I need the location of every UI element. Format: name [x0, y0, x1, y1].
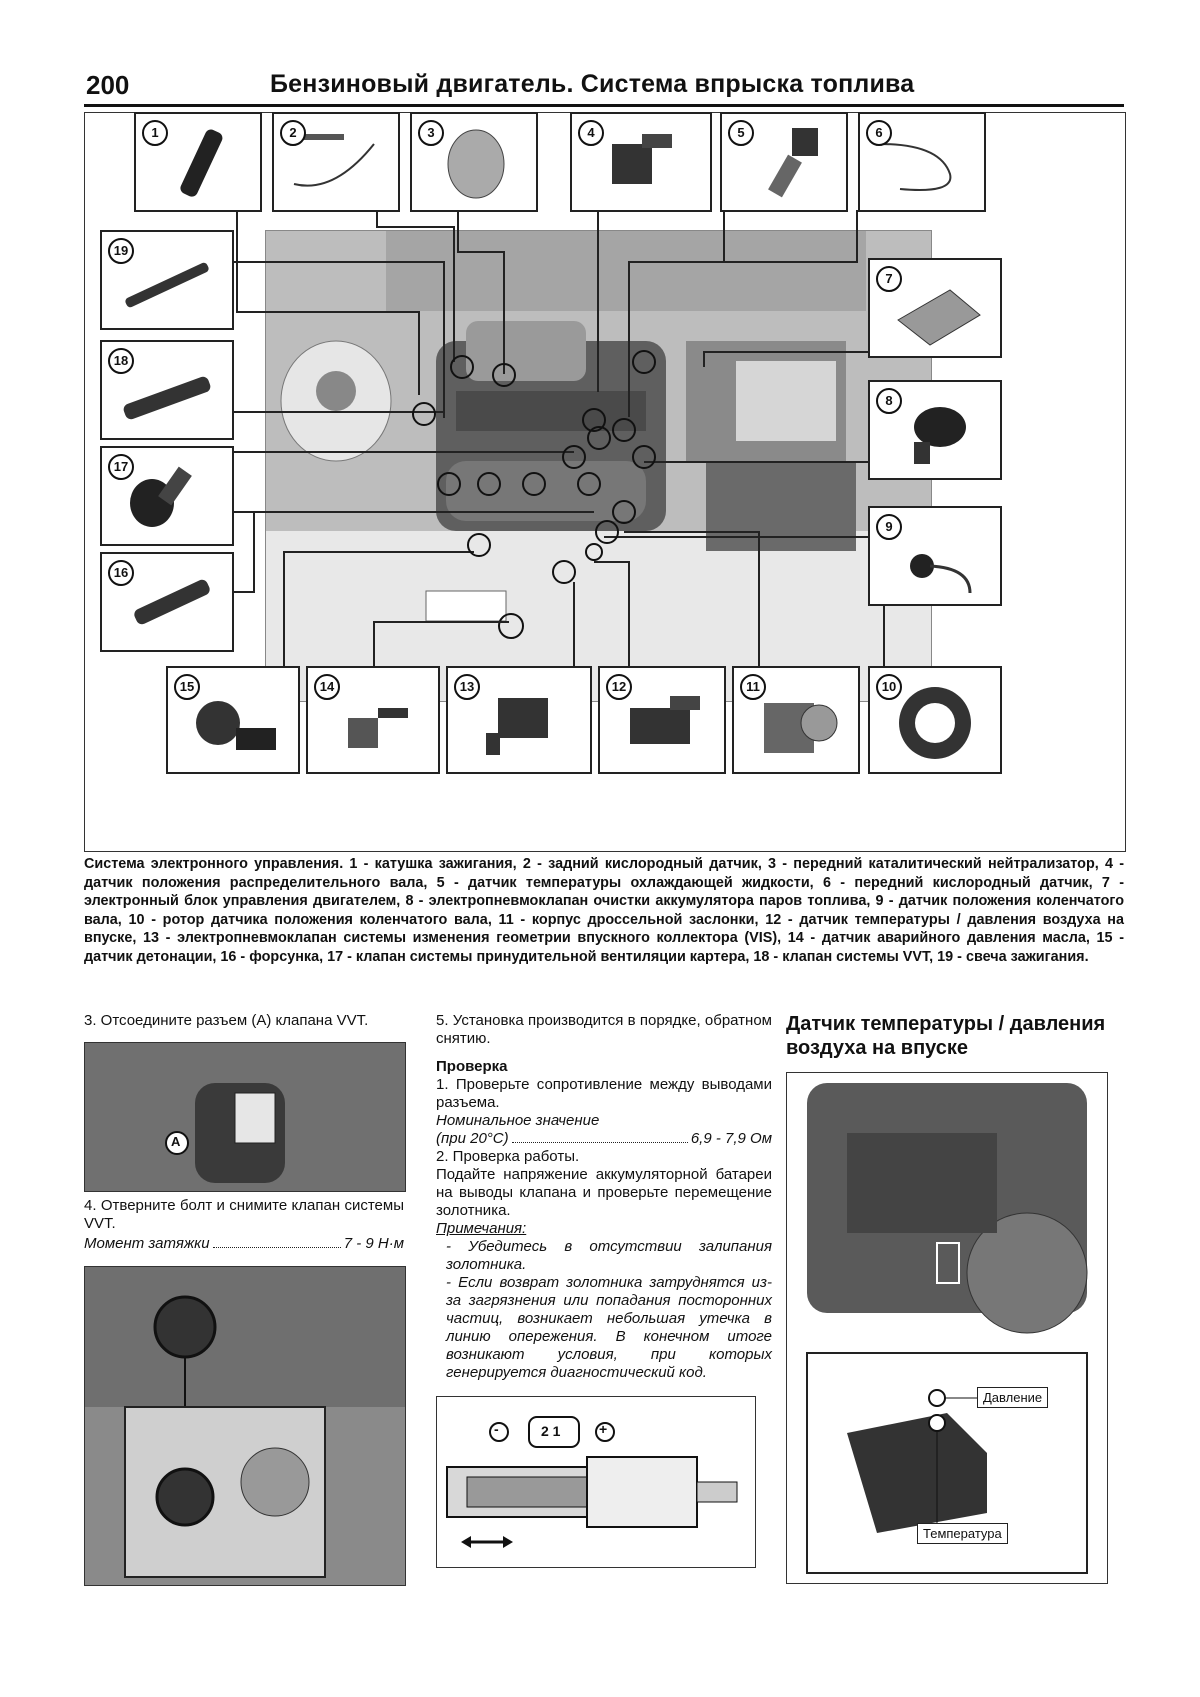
column-middle [436, 1012, 772, 1587]
part-number: 16 [108, 560, 134, 586]
diagram-plus: + [599, 1421, 608, 1437]
note-2: - Если возврат золотника затруднятся из-за загрязнения или попадания посторонних частиц, возникает небольшая утечка в линию опережения. В конечном итоге возникают условия, при которых генерируется диагностический код. [446, 1274, 772, 1381]
part-number: 14 [314, 674, 340, 700]
part-throttle-body [732, 666, 860, 774]
torque-spec [84, 1235, 404, 1253]
part-coolant-temp-sensor [720, 112, 848, 212]
part-camshaft-sensor [570, 112, 712, 212]
check-2-detail: Подайте напряжение аккумуляторной батареи на выводы клапана и проверьте перемещение золотника. [436, 1166, 772, 1219]
part-number: 13 [454, 674, 480, 700]
step-5-text: 5. Установка производится в порядке, обратном снятию. [436, 1012, 772, 1047]
part-vvt-valve [100, 340, 234, 440]
part-crankshaft-sensor [868, 506, 1002, 606]
nominal-spec [436, 1130, 772, 1148]
photo-map-sensor [786, 1072, 1108, 1584]
nominal-condition: (при 20°С) [436, 1130, 509, 1147]
part-front-oxygen-sensor [858, 112, 986, 212]
part-number: 5 [728, 120, 754, 146]
nominal-value: 6,9 - 7,9 Ом [690, 1130, 772, 1147]
page-number: 200 [86, 70, 130, 100]
step-4-text: 4. Отверните болт и снимите клапан системы VVT. [84, 1197, 404, 1232]
vvt-valve-diagram [436, 1396, 756, 1568]
part-number: 9 [876, 514, 902, 540]
note-1: - Убедитесь в отсутствии залипания золотника. [446, 1238, 772, 1273]
part-rear-oxygen-sensor [272, 112, 400, 212]
part-crank-rotor [868, 666, 1002, 774]
diagram-pins: 2 1 [541, 1423, 561, 1439]
check-title: Проверка [436, 1058, 508, 1075]
part-number: 17 [108, 454, 134, 480]
photo-vvt-removal [84, 1266, 406, 1586]
notes-title: Примечания: [436, 1220, 527, 1237]
part-number: 1 [142, 120, 168, 146]
step-3-text: 3. Отсоедините разъем (А) клапана VVT. [84, 1012, 369, 1029]
part-front-catalyst [410, 112, 538, 212]
part-number: 6 [866, 120, 892, 146]
part-number: 11 [740, 674, 766, 700]
part-number: 3 [418, 120, 444, 146]
part-map-sensor [598, 666, 726, 774]
figure-caption: Система электронного управления. 1 - катушка зажигания, 2 - задний кислородный датчик, 3 - передний каталитический нейтрализатор, 4 - датчик положения распределительного вала, 5 - датчик температуры охлаждающей жидкости, 6 - передний кислородный датчик, 7 - электронный блок управления двигателем, 8 - электропневмоклапан очистки аккумулятора паров топлива, 9 - датчик положения коленчатого вала, 10 - ротор датчика положения коленчатого вала, 11 - корпус дроссельной заслонки, 12 - датчик температуры / давления воздуха на впуске, 13 - электропневмоклапан системы изменения геометрии впускного коллектора (VIS), 14 - датчик аварийного давления масла, 15 - датчик детонации, 16 - форсунка, 17 - клапан системы принудительной вентиляции картера, 18 - клапан системы VVT, 19 - свеча зажигания. [84, 856, 1124, 965]
column-right [786, 1012, 1122, 1587]
part-knock-sensor [166, 666, 300, 774]
torque-value: 7 - 9 Н·м [343, 1235, 404, 1252]
header-rule [84, 104, 1124, 107]
part-number: 7 [876, 266, 902, 292]
part-pcv-valve [100, 446, 234, 546]
part-injector [100, 552, 234, 652]
section-title: Датчик температуры / давления воздуха на впуске [786, 1013, 1106, 1059]
column-left [84, 1012, 420, 1587]
part-oil-pressure-sensor [306, 666, 440, 774]
part-number: 10 [876, 674, 902, 700]
part-number: 12 [606, 674, 632, 700]
photo-vvt-connector [84, 1042, 406, 1192]
label-pressure: Давление [977, 1387, 1048, 1408]
part-number: 19 [108, 238, 134, 264]
photo-label-a: A [171, 1134, 181, 1149]
check-1-text: 1. Проверьте сопротивление между выводами разъема. [436, 1076, 772, 1111]
diagram-minus: - [494, 1421, 499, 1437]
part-number: 4 [578, 120, 604, 146]
torque-label: Момент затяжки [84, 1235, 210, 1252]
nominal-label: Номинальное значение [436, 1112, 600, 1129]
part-number: 15 [174, 674, 200, 700]
part-number: 8 [876, 388, 902, 414]
part-vis-valve [446, 666, 592, 774]
part-ignition-coil [134, 112, 262, 212]
label-temperature: Температура [917, 1523, 1008, 1544]
part-purge-valve [868, 380, 1002, 480]
part-spark-plug [100, 230, 234, 330]
page-title: Бензиновый двигатель. Система впрыска топлива [270, 70, 915, 98]
part-ecu [868, 258, 1002, 358]
check-2-text: 2. Проверка работы. [436, 1148, 580, 1165]
part-number: 18 [108, 348, 134, 374]
part-number: 2 [280, 120, 306, 146]
